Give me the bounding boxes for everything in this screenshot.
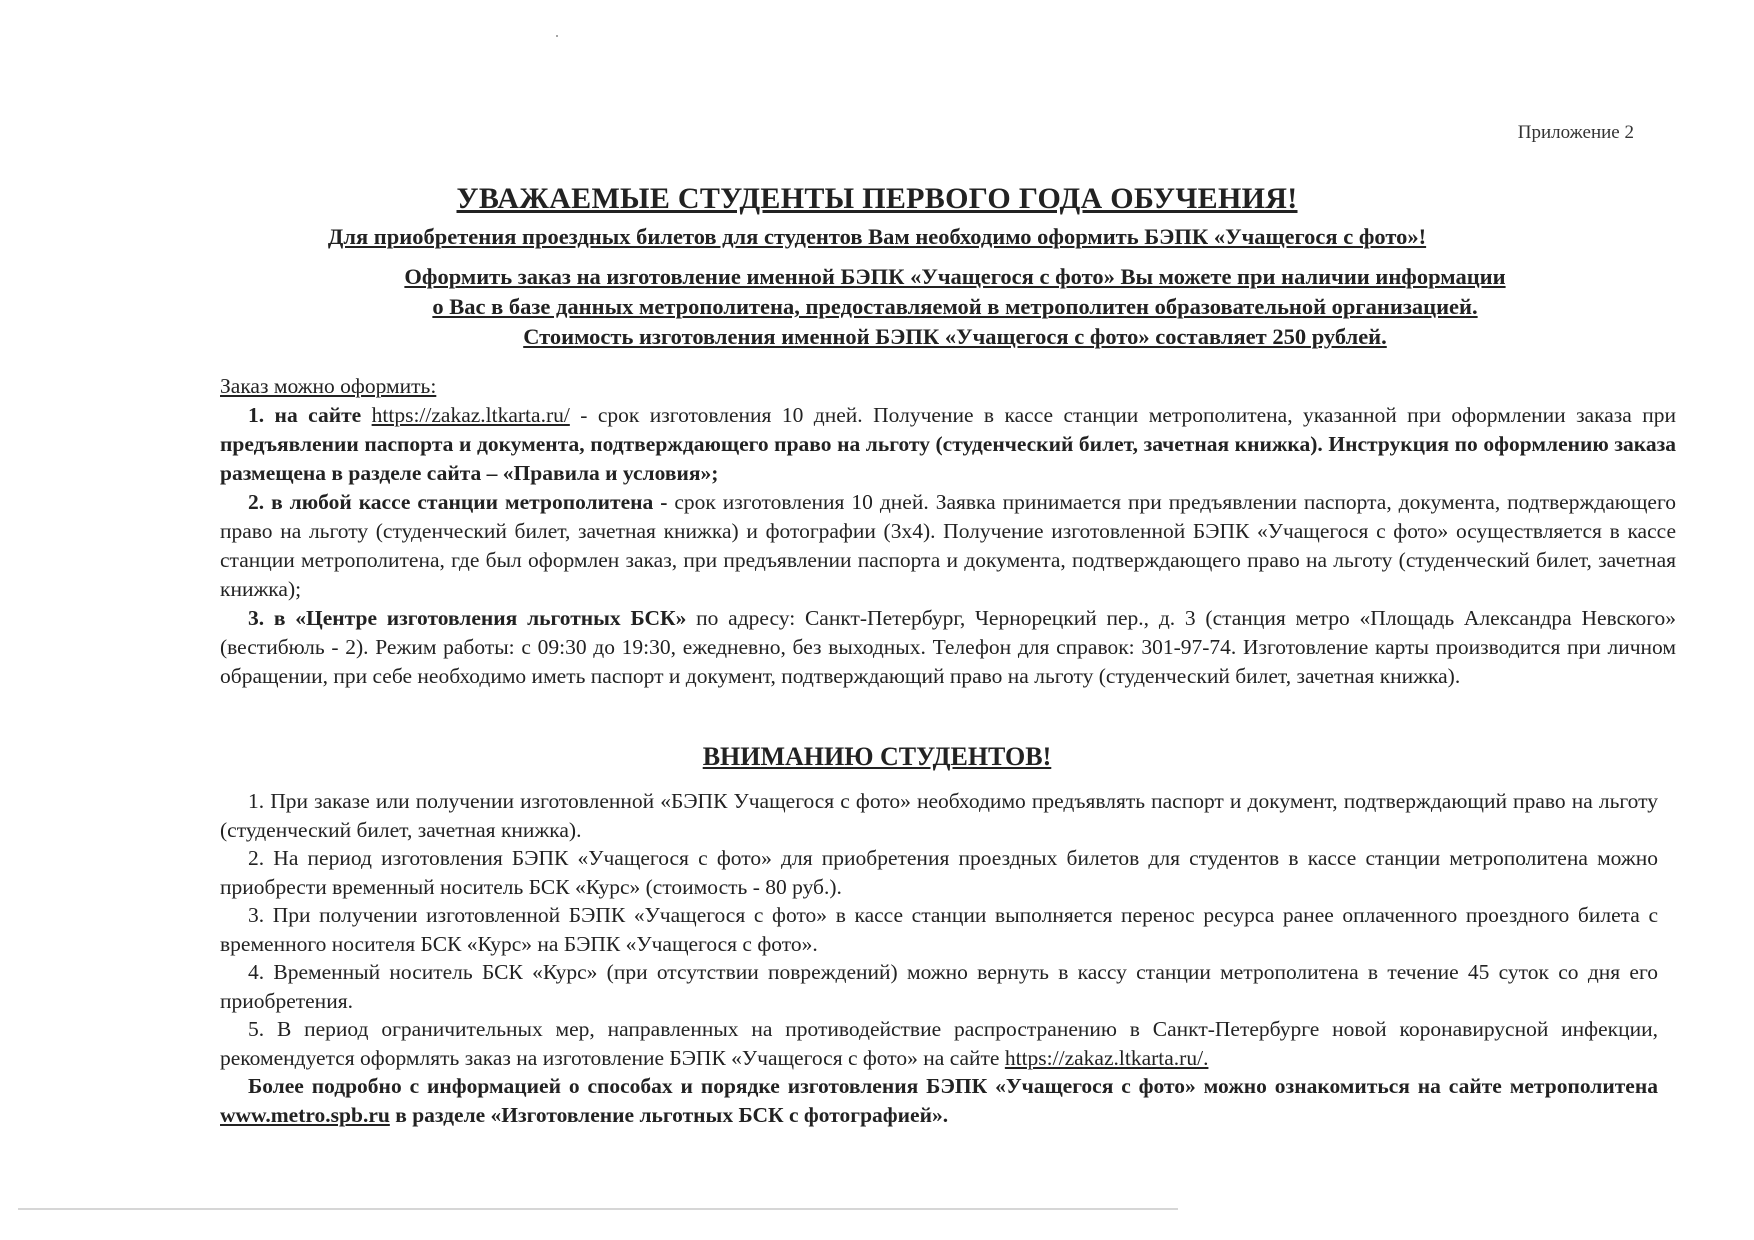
order-item-2-text: срок изготовления 10 дней. Заявка принимается при предъявлении паспорта, документа, подтверждающего право на льготу (студенческий билет, зачетная книжка) и фотографии (3x4). Получение изготовленной БЭПК «Учащегося с фото» осуществляется в кассе станции метрополитена, где был оформлен заказ, при предъявлении паспорта и документа, подтверждающего право на льготу (студенческий билет, зачетная книжка);	[220, 490, 1676, 601]
document-subtitle: Для приобретения проездных билетов для студентов Вам необходимо оформить БЭПК «Учащегося с фото»!	[327, 224, 1427, 249]
final-note-a: Более подробно с информацией о способах и порядке изготовления БЭПК «Учащегося с фото» можно ознакомиться на сайте метрополитена	[248, 1074, 1658, 1098]
attention-section	[220, 787, 1658, 1129]
appendix-label: Приложение 2	[1517, 122, 1634, 143]
order-item-3	[220, 604, 1676, 691]
order-item-1	[220, 401, 1676, 488]
attention-title: ВНИМАНИЮ СТУДЕНТОВ!	[702, 742, 1052, 771]
zakaz-link-2[interactable]: https://zakaz.ltkarta.ru/.	[1004, 1045, 1209, 1070]
attention-item-2: 2. На период изготовления БЭПК «Учащегося с фото» для приобретения проездных билетов для студентов в кассе станции метрополитена можно приобрести временный носитель БСК «Курс» (стоимость - 80 руб.).	[220, 846, 1658, 899]
order-item-1-bold-tail: предъявлении паспорта и документа, подтверждающего право на льготу (студенческий билет, зачетная книжка). Инструкция по оформлению заказа размещена в разделе сайта – «Правила и условия»;	[220, 432, 1676, 485]
order-item-3-text: по адресу: Санкт-Петербург, Чернорецкий пер., д. 3 (станция метро «Площадь Александра Невского» (вестибюль - 2). Режим работы: с 09:30 до 19:30, ежедневно, без выходных. Телефон для справок: 301-97-74. Изготовление карты производится при личном обращении, при себе необходимо иметь паспорт и документ, подтверждающий право на льготу (студенческий билет, зачетная книжка).	[220, 606, 1676, 688]
attention-item-5	[220, 1015, 1658, 1072]
document-title: УВАЖАЕМЫЕ СТУДЕНТЫ ПЕРВОГО ГОДА ОБУЧЕНИЯ!	[456, 182, 1298, 215]
final-note	[220, 1072, 1658, 1129]
zakaz-link[interactable]: https://zakaz.ltkarta.ru/	[371, 403, 570, 427]
metro-link[interactable]: www.metro.spb.ru	[220, 1102, 390, 1127]
attention-item-3: 3. При получении изготовленной БЭПК «Учащегося с фото» в кассе станции выполняется перенос ресурса ранее оплаченного проездного билета с временного носителя БСК «Курс» на БЭПК «Учащегося с фото».	[220, 903, 1658, 956]
attention-item-4: 4. Временный носитель БСК «Курс» (при отсутствии повреждений) можно вернуть в кассу станции метрополитена в течение 45 суток со дня его приобретения.	[220, 960, 1658, 1013]
order-section	[220, 372, 1676, 691]
order-lead: Заказ можно оформить:	[220, 374, 437, 398]
intro-line-2: о Вас в базе данных метрополитена, предоставляемой в метрополитен образовательной организацией.	[432, 294, 1478, 319]
order-item-2-bold: 2. в любой кассе станции метрополитена -	[248, 490, 668, 514]
attention-item-1: 1. При заказе или получении изготовленной «БЭПК Учащегося с фото» необходимо предъявлять паспорт и документ, подтверждающий право на льготу (студенческий билет, зачетная книжка).	[220, 789, 1658, 842]
intro-line-3: Стоимость изготовления именной БЭПК «Учащегося с фото» составляет 250 рублей.	[523, 324, 1387, 349]
final-note-b: в разделе «Изготовление льготных БСК с фотографией».	[389, 1102, 949, 1127]
intro-block	[280, 262, 1630, 352]
order-item-1-text: - срок изготовления 10 дней. Получение в кассе станции метрополитена, указанной при оформлении заказа при	[569, 403, 1676, 427]
scan-speck	[556, 35, 558, 37]
attention-item-5-text: 5. В период ограничительных мер, направленных на противодействие распространению в Санкт-Петербурге новой коронавирусной инфекции, рекомендуется оформлять заказ на изготовление БЭПК «Учащегося с фото» на сайте	[220, 1017, 1658, 1070]
intro-line-1: Оформить заказ на изготовление именной БЭПК «Учащегося с фото» Вы можете при наличии информации	[404, 264, 1506, 289]
order-item-1-bold: 1. на сайте	[248, 403, 362, 427]
scan-edge-line	[18, 1208, 1178, 1210]
order-item-2	[220, 488, 1676, 604]
order-item-3-bold: 3. в «Центре изготовления льготных БСК»	[248, 606, 687, 630]
